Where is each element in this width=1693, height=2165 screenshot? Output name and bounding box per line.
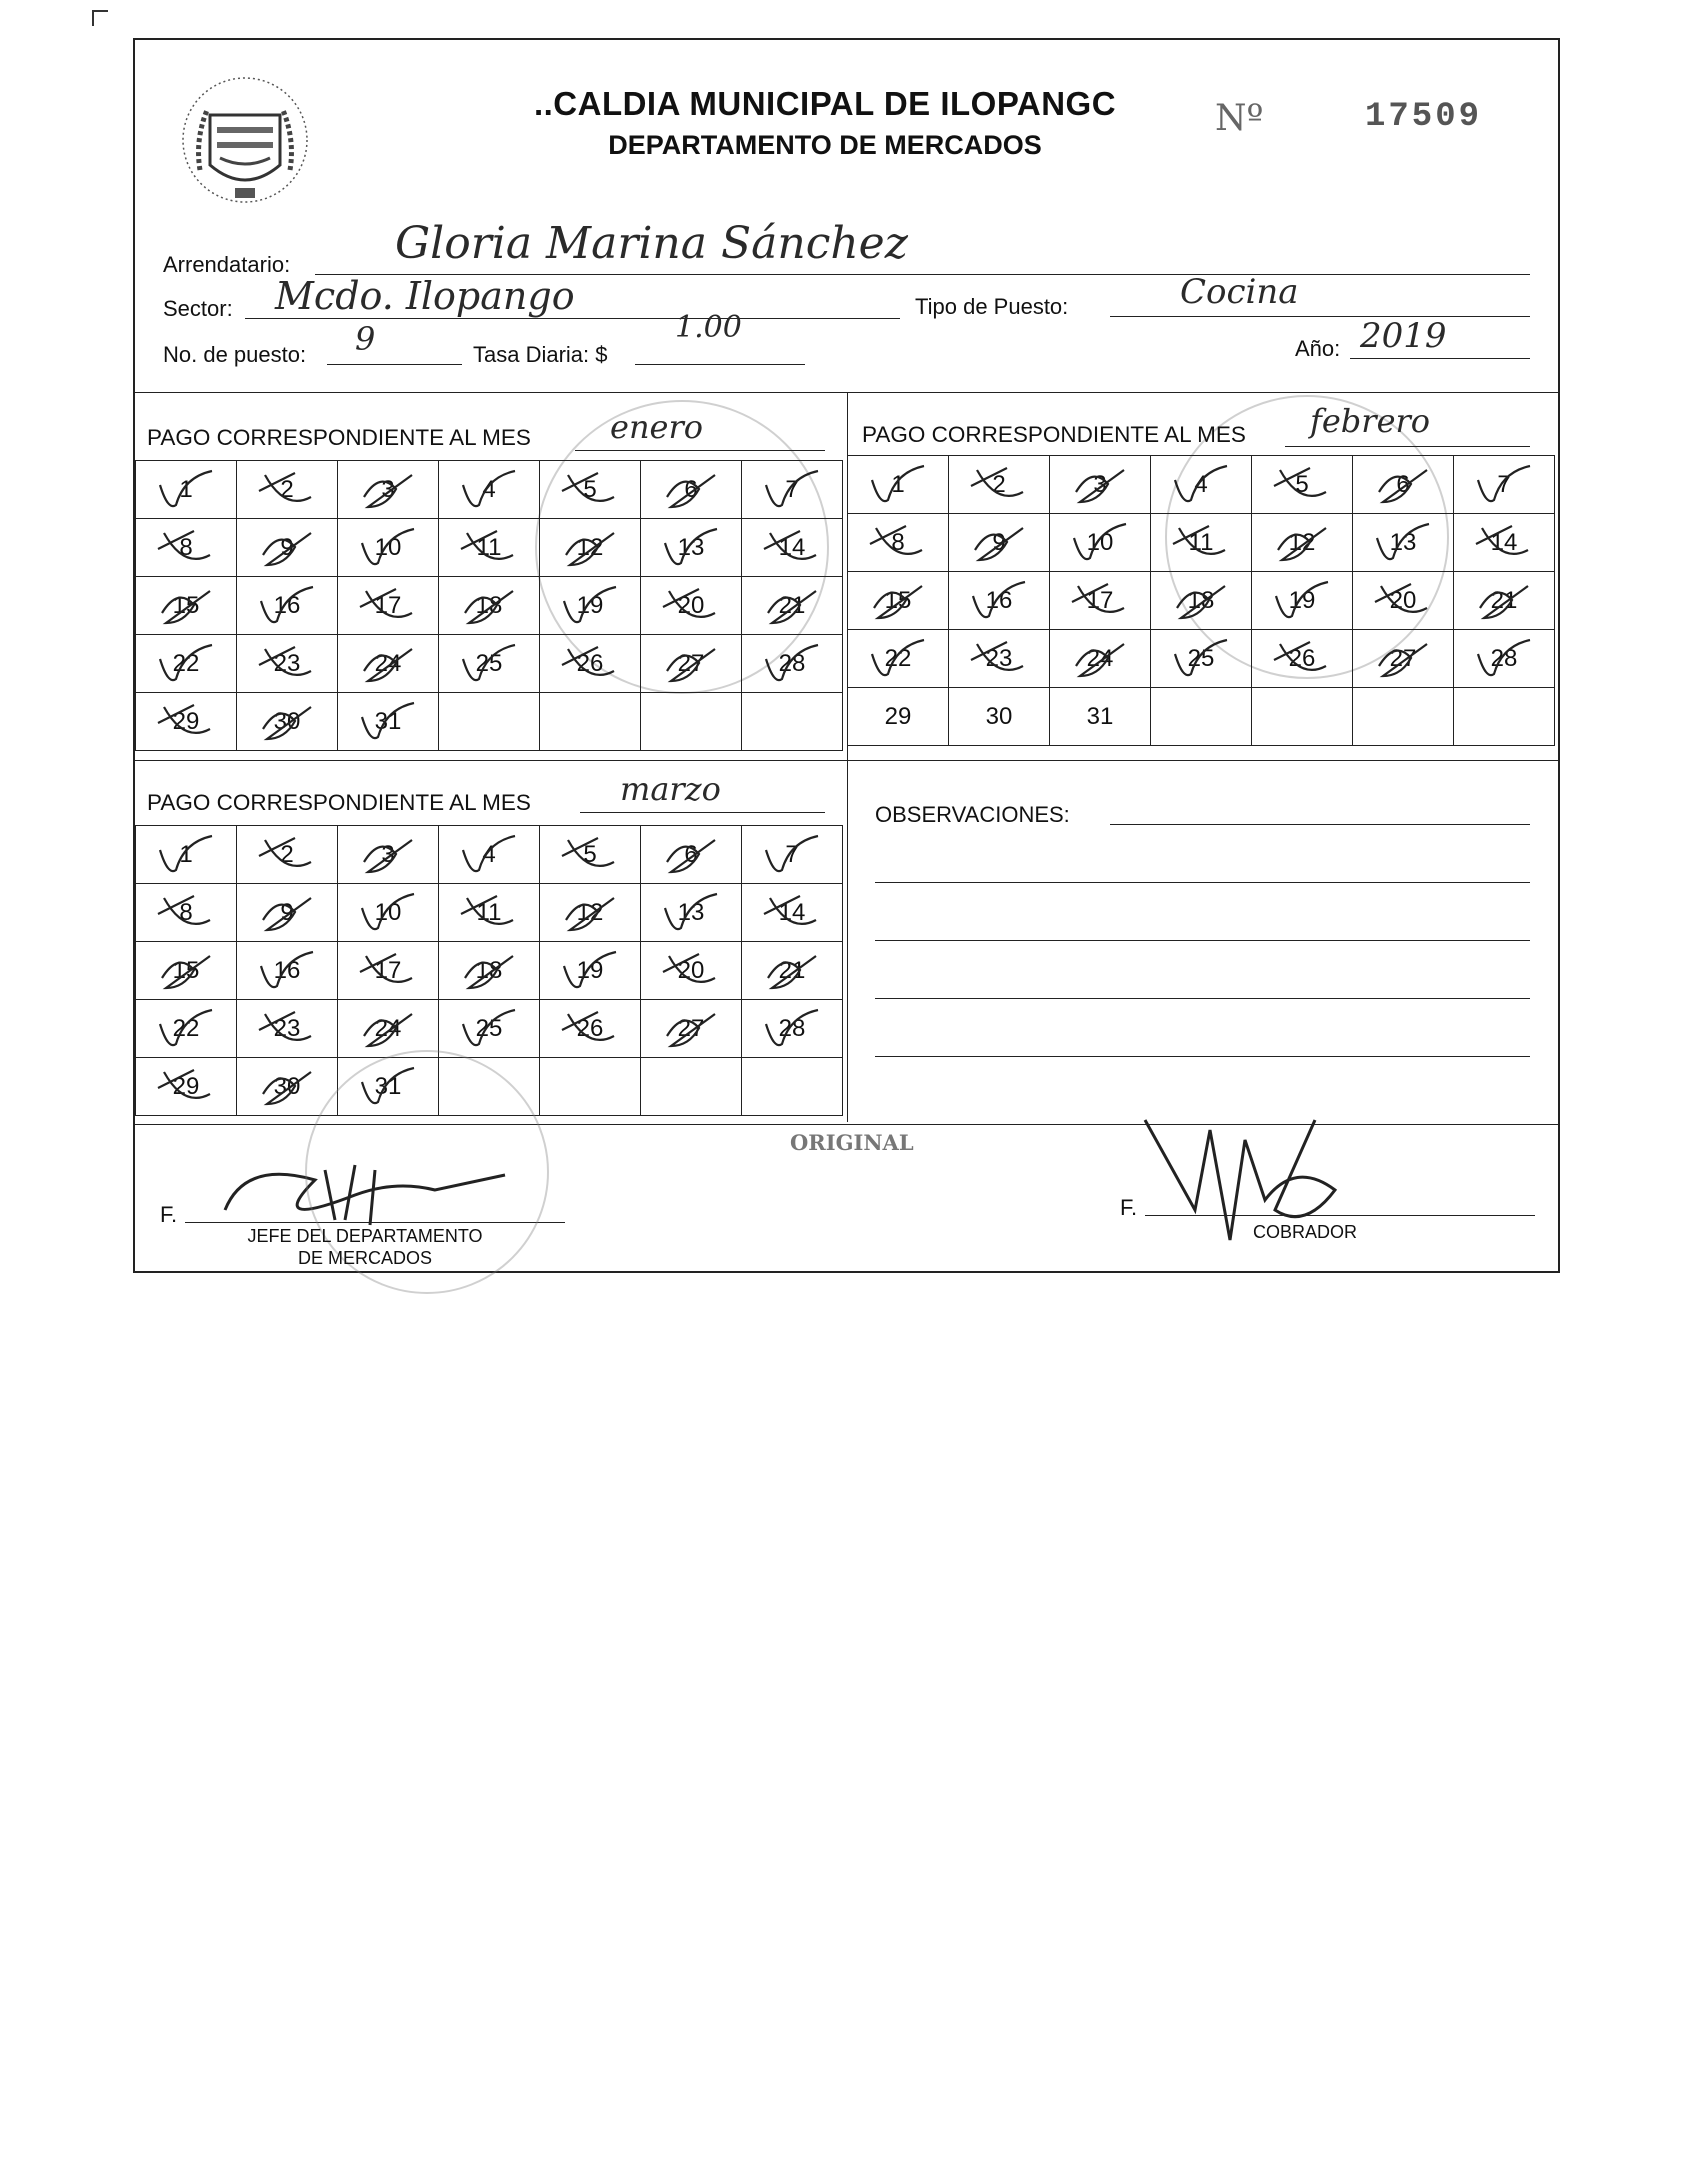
- day-cell[interactable]: [1050, 572, 1151, 630]
- day-number: 16: [273, 591, 301, 619]
- day-number: 27: [677, 1014, 705, 1042]
- day-number: 20: [677, 591, 705, 619]
- day-number: 7: [1497, 470, 1511, 498]
- day-cell[interactable]: [1252, 630, 1353, 688]
- day-cell[interactable]: [237, 577, 338, 635]
- day-cell[interactable]: [641, 519, 742, 577]
- right-f-label: F.: [1120, 1195, 1138, 1220]
- day-number: 27: [677, 649, 705, 677]
- empty-day-cell: [439, 693, 540, 751]
- calendar-week-row: [848, 630, 1555, 688]
- day-number: 23: [273, 649, 301, 677]
- calendar-febrero: [847, 455, 1555, 746]
- day-number: 29: [172, 1072, 200, 1100]
- sector-line: [245, 318, 900, 319]
- day-cell[interactable]: [338, 693, 439, 751]
- calendar-week-row: [848, 688, 1555, 746]
- day-number: 3: [1093, 470, 1107, 498]
- day-cell[interactable]: [1353, 630, 1454, 688]
- municipal-seal-icon: [175, 70, 315, 210]
- day-number: 25: [475, 1014, 503, 1042]
- day-cell[interactable]: [136, 693, 237, 751]
- day-number: 8: [891, 528, 905, 556]
- day-number: 2: [992, 470, 1006, 498]
- day-cell[interactable]: [136, 635, 237, 693]
- day-cell[interactable]: [237, 1000, 338, 1058]
- day-cell[interactable]: [742, 826, 843, 884]
- panel-marzo-line: [580, 812, 825, 813]
- day-cell[interactable]: [136, 942, 237, 1000]
- day-cell[interactable]: [136, 519, 237, 577]
- day-cell[interactable]: [237, 942, 338, 1000]
- day-cell[interactable]: [1454, 630, 1555, 688]
- day-cell[interactable]: [439, 826, 540, 884]
- day-cell[interactable]: [338, 461, 439, 519]
- empty-day-cell: [742, 1058, 843, 1116]
- calendar-week-row: [136, 519, 843, 577]
- observations-line-4[interactable]: [875, 998, 1530, 999]
- day-cell[interactable]: [136, 461, 237, 519]
- day-cell[interactable]: [742, 577, 843, 635]
- empty-day-cell: [641, 1058, 742, 1116]
- day-cell[interactable]: [439, 519, 540, 577]
- header-title: ..CALDIA MUNICIPAL DE ILOPANGC: [533, 85, 1117, 122]
- day-number: 13: [677, 898, 705, 926]
- day-number: 4: [482, 475, 496, 503]
- day-cell[interactable]: [439, 577, 540, 635]
- day-number: 11: [476, 898, 502, 926]
- day-cell[interactable]: [136, 826, 237, 884]
- day-cell[interactable]: [949, 630, 1050, 688]
- empty-day-cell: [641, 693, 742, 751]
- day-cell[interactable]: [1151, 630, 1252, 688]
- day-cell[interactable]: [540, 942, 641, 1000]
- day-cell[interactable]: [1050, 456, 1151, 514]
- day-cell[interactable]: [742, 461, 843, 519]
- day-cell[interactable]: [237, 635, 338, 693]
- day-number: 31: [1086, 702, 1114, 730]
- day-number: 19: [1288, 586, 1316, 614]
- day-cell[interactable]: [540, 461, 641, 519]
- day-number: 15: [172, 956, 200, 984]
- day-cell[interactable]: [338, 826, 439, 884]
- day-cell[interactable]: [1050, 630, 1151, 688]
- day-number: 3: [381, 475, 395, 503]
- day-number: 15: [172, 591, 200, 619]
- day-cell[interactable]: [439, 635, 540, 693]
- day-cell[interactable]: [848, 572, 949, 630]
- tasa-line: [635, 364, 805, 365]
- day-cell[interactable]: [1050, 688, 1151, 746]
- day-cell[interactable]: [338, 884, 439, 942]
- day-cell[interactable]: [949, 456, 1050, 514]
- day-cell[interactable]: [949, 688, 1050, 746]
- day-number: 28: [778, 1014, 806, 1042]
- day-number: 14: [778, 533, 806, 561]
- no-puesto-label: No. de puesto:: [163, 342, 307, 367]
- day-number: 7: [785, 840, 799, 868]
- day-number: 16: [985, 586, 1013, 614]
- day-number: 5: [583, 475, 597, 503]
- day-cell[interactable]: [1454, 456, 1555, 514]
- day-cell[interactable]: [1252, 514, 1353, 572]
- day-cell[interactable]: [641, 942, 742, 1000]
- day-cell[interactable]: [237, 826, 338, 884]
- day-cell[interactable]: [540, 884, 641, 942]
- calendar-week-row: [848, 456, 1555, 514]
- day-number: 24: [374, 1014, 402, 1042]
- anio-line: [1350, 358, 1530, 359]
- day-number: 23: [985, 644, 1013, 672]
- day-cell[interactable]: [1252, 572, 1353, 630]
- right-caption: COBRADOR: [1252, 1222, 1357, 1242]
- form-number: 17509: [1365, 98, 1483, 136]
- day-cell[interactable]: [641, 1000, 742, 1058]
- day-number: 30: [985, 702, 1013, 730]
- calendar-enero: [135, 460, 843, 751]
- tipo-puesto-label: Tipo de Puesto:: [915, 294, 1069, 319]
- day-cell[interactable]: [237, 693, 338, 751]
- calendar-week-row: [136, 1000, 843, 1058]
- day-cell[interactable]: [1353, 572, 1454, 630]
- day-cell[interactable]: [338, 519, 439, 577]
- panel-enero-header: PAGO CORRESPONDIENTE AL MES: [147, 425, 531, 450]
- day-number: 11: [1188, 528, 1214, 556]
- day-number: 9: [992, 528, 1006, 556]
- day-number: 14: [778, 898, 806, 926]
- day-cell[interactable]: [136, 1000, 237, 1058]
- day-cell[interactable]: [848, 514, 949, 572]
- day-number: 19: [576, 956, 604, 984]
- day-cell[interactable]: [1454, 514, 1555, 572]
- day-number: 11: [476, 533, 502, 561]
- arrendatario-label: Arrendatario:: [163, 252, 291, 277]
- day-number: 1: [891, 470, 905, 498]
- day-cell[interactable]: [136, 1058, 237, 1116]
- empty-day-cell: [1454, 688, 1555, 746]
- day-cell[interactable]: [1151, 456, 1252, 514]
- day-number: 23: [273, 1014, 301, 1042]
- header-subtitle: DEPARTAMENTO DE MERCADOS: [608, 130, 1042, 160]
- day-number: 22: [172, 1014, 200, 1042]
- day-number: 8: [179, 533, 193, 561]
- panel-febrero-line: [1285, 446, 1530, 447]
- day-number: 1: [179, 840, 193, 868]
- day-cell[interactable]: [742, 942, 843, 1000]
- day-number: 31: [374, 1072, 402, 1100]
- panel-febrero-month[interactable]: febrero: [1310, 402, 1431, 440]
- day-cell[interactable]: [540, 826, 641, 884]
- anio-label: Año:: [1295, 336, 1341, 361]
- day-cell[interactable]: [641, 577, 742, 635]
- panel-enero-month[interactable]: enero: [610, 408, 704, 446]
- day-number: 30: [273, 1072, 301, 1100]
- panel-febrero-header: PAGO CORRESPONDIENTE AL MES: [862, 422, 1246, 447]
- empty-day-cell: [1353, 688, 1454, 746]
- day-number: 29: [884, 702, 912, 730]
- day-cell[interactable]: [641, 635, 742, 693]
- day-number: 29: [172, 707, 200, 735]
- day-cell[interactable]: [949, 514, 1050, 572]
- day-number: 9: [280, 898, 294, 926]
- day-cell[interactable]: [742, 519, 843, 577]
- day-number: 6: [684, 840, 698, 868]
- day-number: 16: [273, 956, 301, 984]
- day-cell[interactable]: [641, 461, 742, 519]
- day-number: 2: [280, 840, 294, 868]
- day-cell[interactable]: [641, 826, 742, 884]
- day-number: 20: [1389, 586, 1417, 614]
- empty-day-cell: [1252, 688, 1353, 746]
- day-cell[interactable]: [439, 1000, 540, 1058]
- day-number: 14: [1490, 528, 1518, 556]
- day-number: 26: [576, 649, 604, 677]
- day-cell[interactable]: [1454, 572, 1555, 630]
- day-cell[interactable]: [1353, 456, 1454, 514]
- day-cell[interactable]: [540, 1000, 641, 1058]
- day-number: 12: [576, 898, 604, 926]
- day-number: 22: [172, 649, 200, 677]
- tipo-puesto-value[interactable]: Cocina: [1180, 272, 1299, 312]
- day-cell[interactable]: [439, 461, 540, 519]
- panel-middle-border: [135, 760, 1560, 761]
- calendar-week-row: [136, 826, 843, 884]
- left-caption-1: JEFE DEL DEPARTAMENTO: [247, 1226, 483, 1246]
- sector-label: Sector:: [163, 296, 233, 321]
- empty-day-cell: [540, 693, 641, 751]
- day-number: 25: [1187, 644, 1215, 672]
- corner-crop-mark: [92, 10, 108, 26]
- day-number: 1: [179, 475, 193, 503]
- payment-form: [133, 38, 1560, 1273]
- day-cell[interactable]: [136, 577, 237, 635]
- day-number: 6: [1396, 470, 1410, 498]
- calendar-week-row: [136, 942, 843, 1000]
- day-number: 10: [1086, 528, 1114, 556]
- day-cell[interactable]: [848, 688, 949, 746]
- day-number: 5: [583, 840, 597, 868]
- day-number: 10: [374, 898, 402, 926]
- day-cell[interactable]: [949, 572, 1050, 630]
- calendar-week-row: [848, 514, 1555, 572]
- day-cell[interactable]: [848, 456, 949, 514]
- day-number: 3: [381, 840, 395, 868]
- day-cell[interactable]: [237, 461, 338, 519]
- day-number: 13: [677, 533, 705, 561]
- day-number: 21: [778, 591, 806, 619]
- no-puesto-value[interactable]: 9: [355, 320, 376, 358]
- day-number: 21: [1490, 586, 1518, 614]
- day-number: 6: [684, 475, 698, 503]
- day-cell[interactable]: [742, 884, 843, 942]
- day-number: 31: [374, 707, 402, 735]
- no-puesto-line: [327, 364, 462, 365]
- number-label: Nº: [1215, 98, 1264, 139]
- day-number: 10: [374, 533, 402, 561]
- day-number: 28: [1490, 644, 1518, 672]
- day-number: 18: [475, 956, 503, 984]
- day-cell[interactable]: [1151, 514, 1252, 572]
- day-number: 13: [1389, 528, 1417, 556]
- day-number: 20: [677, 956, 705, 984]
- day-number: 18: [1187, 586, 1215, 614]
- panel-enero-line: [575, 450, 825, 451]
- day-number: 26: [576, 1014, 604, 1042]
- day-cell[interactable]: [237, 884, 338, 942]
- observations-line-1[interactable]: [1110, 824, 1530, 825]
- day-cell[interactable]: [439, 884, 540, 942]
- anio-value[interactable]: 2019: [1360, 316, 1447, 356]
- day-number: 17: [374, 591, 402, 619]
- day-number: 5: [1295, 470, 1309, 498]
- day-cell[interactable]: [540, 519, 641, 577]
- day-cell[interactable]: [540, 577, 641, 635]
- day-number: 8: [179, 898, 193, 926]
- observations-line-5[interactable]: [875, 1056, 1530, 1057]
- calendar-week-row: [136, 884, 843, 942]
- day-number: 28: [778, 649, 806, 677]
- day-number: 12: [576, 533, 604, 561]
- day-number: 18: [475, 591, 503, 619]
- day-number: 9: [280, 533, 294, 561]
- day-number: 24: [1086, 644, 1114, 672]
- day-number: 21: [778, 956, 806, 984]
- day-number: 7: [785, 475, 799, 503]
- day-cell[interactable]: [1353, 514, 1454, 572]
- day-cell[interactable]: [848, 630, 949, 688]
- arrendatario-value[interactable]: Gloria Marina Sánchez: [395, 218, 908, 269]
- observations-line-2[interactable]: [875, 882, 1530, 883]
- day-cell[interactable]: [1151, 572, 1252, 630]
- empty-day-cell: [742, 693, 843, 751]
- left-f-label: F.: [160, 1202, 178, 1227]
- day-number: 19: [576, 591, 604, 619]
- day-cell[interactable]: [338, 942, 439, 1000]
- calendar-week-row: [136, 635, 843, 693]
- calendar-week-row: [136, 577, 843, 635]
- day-cell[interactable]: [338, 577, 439, 635]
- day-cell[interactable]: [439, 942, 540, 1000]
- calendar-week-row: [848, 572, 1555, 630]
- day-cell[interactable]: [338, 635, 439, 693]
- calendar-week-row: [136, 693, 843, 751]
- day-cell[interactable]: [540, 635, 641, 693]
- day-cell[interactable]: [237, 519, 338, 577]
- day-number: 4: [1194, 470, 1208, 498]
- day-number: 27: [1389, 644, 1417, 672]
- day-cell[interactable]: [641, 884, 742, 942]
- day-number: 30: [273, 707, 301, 735]
- original-label: ORIGINAL: [790, 1130, 914, 1155]
- day-number: 22: [884, 644, 912, 672]
- observations-line-3[interactable]: [875, 940, 1530, 941]
- day-number: 24: [374, 649, 402, 677]
- day-number: 26: [1288, 644, 1316, 672]
- day-number: 25: [475, 649, 503, 677]
- day-cell[interactable]: [1050, 514, 1151, 572]
- calendar-week-row: [136, 461, 843, 519]
- day-number: 17: [374, 956, 402, 984]
- day-cell[interactable]: [338, 1000, 439, 1058]
- sector-value[interactable]: Mcdo. Ilopango: [275, 274, 575, 318]
- day-number: 17: [1086, 586, 1114, 614]
- day-number: 2: [280, 475, 294, 503]
- day-cell[interactable]: [742, 1000, 843, 1058]
- day-number: 15: [884, 586, 912, 614]
- empty-day-cell: [540, 1058, 641, 1116]
- day-cell[interactable]: [1252, 456, 1353, 514]
- tasa-value[interactable]: 1.00: [675, 310, 742, 345]
- tipo-puesto-line: [1110, 316, 1530, 317]
- day-number: 12: [1288, 528, 1316, 556]
- day-number: 4: [482, 840, 496, 868]
- observations-label: OBSERVACIONES:: [875, 802, 1070, 827]
- tasa-label: Tasa Diaria: $: [473, 342, 608, 367]
- day-cell[interactable]: [742, 635, 843, 693]
- day-cell[interactable]: [136, 884, 237, 942]
- empty-day-cell: [1151, 688, 1252, 746]
- panel-marzo-month[interactable]: marzo: [620, 770, 721, 808]
- left-caption-2: DE MERCADOS: [297, 1248, 432, 1268]
- panel-marzo-header: PAGO CORRESPONDIENTE AL MES: [147, 790, 531, 815]
